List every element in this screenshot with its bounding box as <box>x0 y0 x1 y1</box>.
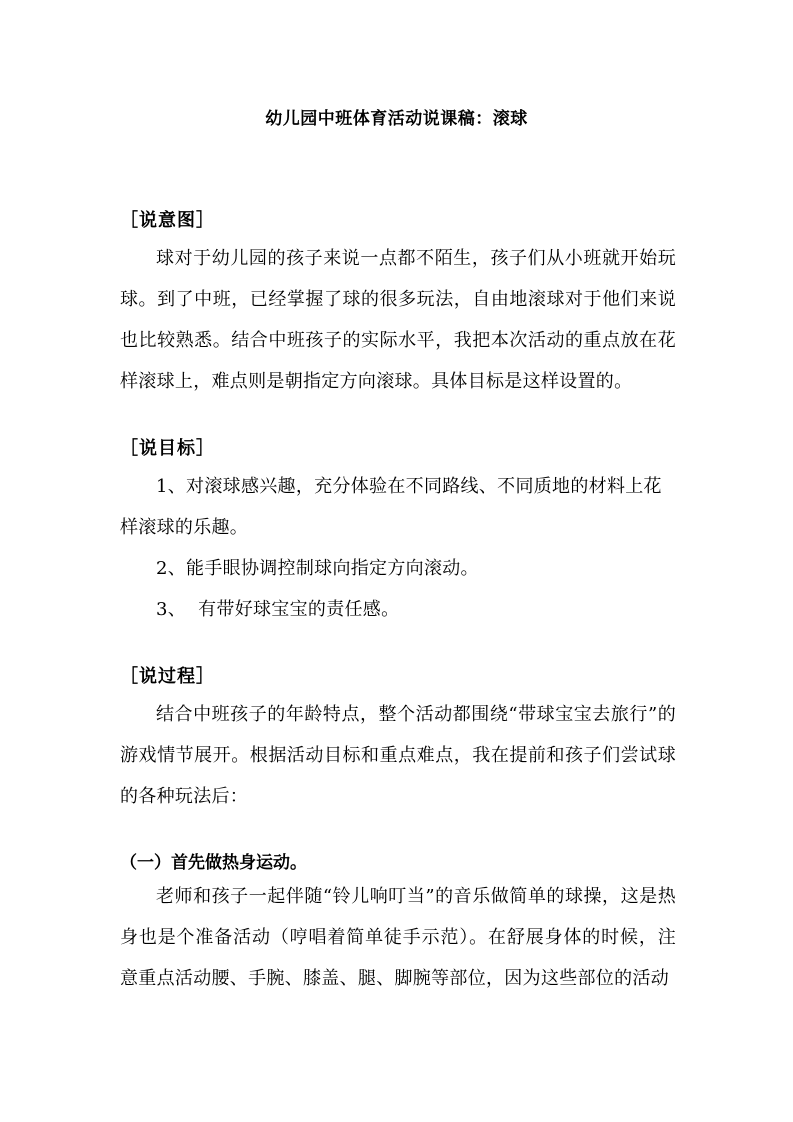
section-heading-goals: ［说目标］ <box>120 438 215 459</box>
paragraph-intent: 球对于幼儿园的孩子来说一点都不陌生，孩子们从小班就开始玩球。到了中班，已经掌握了球的很多玩法，自由地滚球对于他们来说也比较熟悉。结合中班孩子的实际水平，我把本次活动的重点放在花样滚球上，难点则是朝指定方向滚球。具体目标是这样设置的。 <box>120 248 676 392</box>
goal-item-1: 1、对滚球感兴趣，充分体验在不同路线、不同质地的材料上花样滚球的乐趣。 <box>120 476 662 538</box>
document-title: 幼儿园中班体育活动说课稿：滚球 <box>265 109 528 129</box>
section-heading-process: ［说过程］ <box>120 666 215 687</box>
goal-item-2: 2、能手眼协调控制球向指定方向滚动。 <box>156 558 479 579</box>
paragraph-warmup: 老师和孩子一起伴随“铃儿响叮当”的音乐做简单的球操，这是热身也是个准备活动（哼唱着简单徒手示范）。在舒展身体的时候，注意重点活动腰、手腕、膝盖、腿、脚腕等部位，因为这些部位的活动 <box>120 886 676 989</box>
paragraph-process: 结合中班孩子的年龄特点，整个活动都围绕“带球宝宝去旅行”的游戏情节展开。根据活动目标和重点难点，我在提前和孩子们尝试球的各种玩法后： <box>120 704 676 807</box>
section-heading-intent: ［说意图］ <box>120 210 215 231</box>
step-heading-warmup: （一）首先做热身运动。 <box>120 853 307 873</box>
goal-item-3: 3、 有带好球宝宝的责任感。 <box>156 599 400 620</box>
